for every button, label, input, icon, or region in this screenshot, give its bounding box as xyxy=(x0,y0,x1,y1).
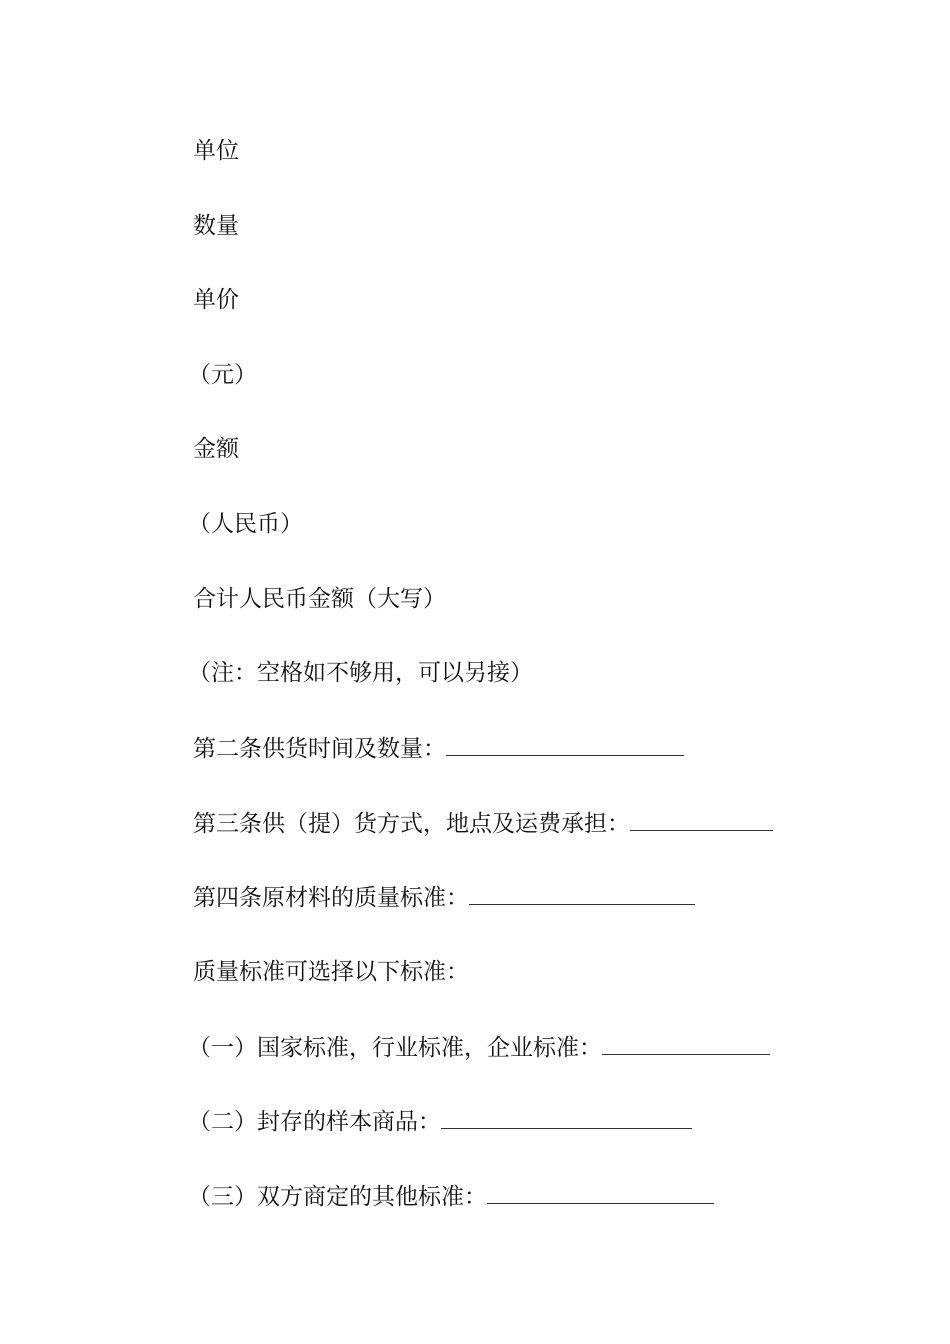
line-text: 第四条原材料的质量标准： xyxy=(193,885,469,911)
standard-option-1-fill-blank[interactable] xyxy=(602,1032,770,1055)
line-text: 第二条供货时间及数量： xyxy=(193,736,446,762)
line-text: 单位 xyxy=(193,138,239,164)
quantity-label xyxy=(193,211,239,241)
standard-option-2-fill-blank[interactable] xyxy=(441,1106,692,1129)
amount-currency-label xyxy=(188,509,303,539)
standard-option-1-line xyxy=(188,1032,770,1063)
line-text: （注：空格如不够用，可以另接） xyxy=(188,660,533,686)
article-2-line xyxy=(193,733,684,764)
line-text: （三）双方商定的其他标准： xyxy=(188,1184,487,1210)
amount-label xyxy=(193,434,239,464)
total-amount-label xyxy=(193,584,446,614)
note-line xyxy=(188,658,533,688)
line-text: 第三条供（提）货方式，地点及运费承担： xyxy=(193,811,630,837)
unit-label xyxy=(193,136,239,166)
line-text: （人民币） xyxy=(188,511,303,537)
line-text: 合计人民币金额（大写） xyxy=(193,586,446,612)
article-2-fill-blank[interactable] xyxy=(446,733,684,756)
standard-option-3-fill-blank[interactable] xyxy=(487,1181,714,1204)
line-text: （二）封存的样本商品： xyxy=(188,1109,441,1135)
line-text: 质量标准可选择以下标准： xyxy=(193,959,469,985)
line-text: （一）国家标准，行业标准，企业标准： xyxy=(188,1035,602,1061)
article-4-line xyxy=(193,882,695,913)
standard-option-2-line xyxy=(188,1106,692,1137)
line-text: （元） xyxy=(188,362,257,388)
article-3-fill-blank[interactable] xyxy=(630,808,773,831)
unit-price-currency-label xyxy=(188,360,257,390)
standard-option-3-line xyxy=(188,1181,714,1212)
quality-standard-intro xyxy=(193,957,469,987)
line-text: 数量 xyxy=(193,213,239,239)
line-text: 金额 xyxy=(193,436,239,462)
line-text: 单价 xyxy=(193,287,239,313)
article-3-line xyxy=(193,808,773,839)
article-4-fill-blank[interactable] xyxy=(469,882,695,905)
unit-price-label xyxy=(193,285,239,315)
